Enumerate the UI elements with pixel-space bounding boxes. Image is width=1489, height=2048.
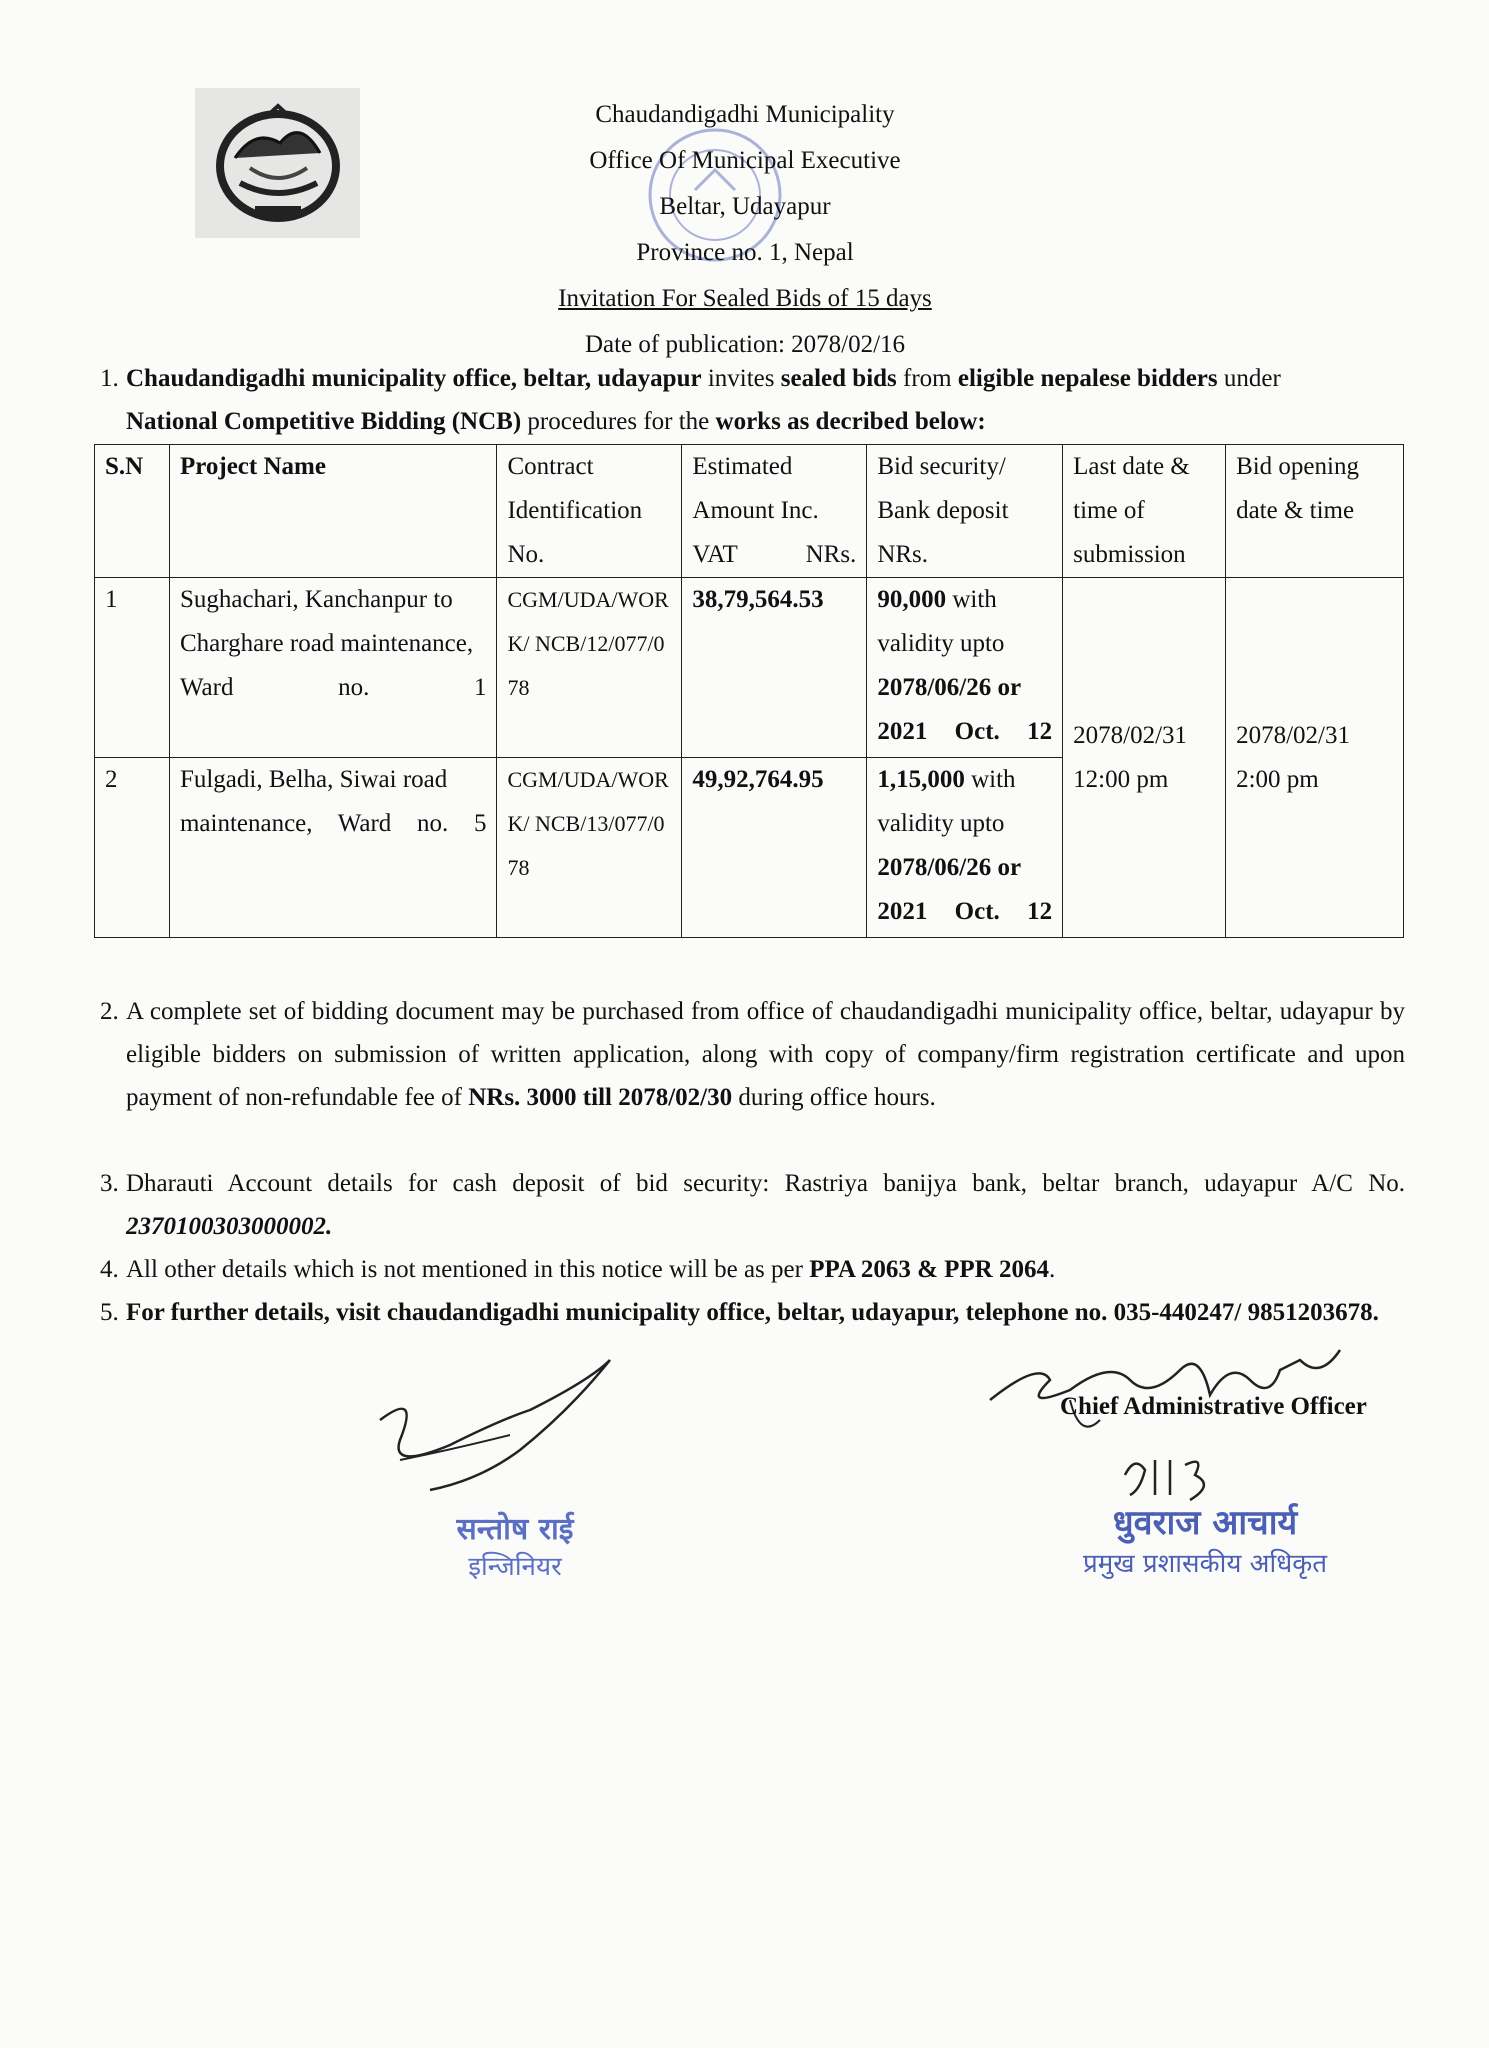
item-3: 3. Dharauti Account details for cash deposit of bid security: Rastriya banijya bank, beltar branch, udayapur A/C No. 2370100303000002. bbox=[100, 1170, 1405, 1240]
cell-bid-security: 90,000 with validity upto 2078/06/26 or 2021 Oct. 12 bbox=[867, 578, 1063, 758]
cell-opening-date: 2078/02/31 2:00 pm bbox=[1226, 578, 1404, 938]
municipality-emblem bbox=[195, 88, 360, 238]
table-row bbox=[95, 578, 1404, 758]
cao-title: Chief Administrative Officer bbox=[1060, 1393, 1367, 1420]
item-2: 2. A complete set of bidding document may be purchased from office of chaudandigadhi municipality office, beltar, udayapur by eligible bidders on submission of written application, along with copy of company/firm registration certificate and upon payment of non-refundable fee of NRs. 3000 till 2078/02/30 during office hours. bbox=[100, 998, 1405, 1111]
header-last-date: Last date & time of submission bbox=[1063, 445, 1226, 578]
cell-project-name: Fulgadi, Belha, Siwai road maintenance, Ward no. 5 bbox=[169, 758, 497, 938]
cell-bid-security: 1,15,000 with validity upto 2078/06/26 or 2021 Oct. 12 bbox=[867, 758, 1063, 938]
province: Province no. 1, Nepal bbox=[636, 239, 854, 266]
engineer-name-stamp: सन्तोष राई इन्जिनियर bbox=[456, 1512, 574, 1582]
emblem-icon bbox=[195, 88, 360, 238]
item-4: 4. All other details which is not mentioned in this notice will be as per PPA 2063 & PPR 2064. bbox=[100, 1256, 1056, 1283]
municipality-name: Chaudandigadhi Municipality bbox=[595, 101, 895, 128]
table-header-row bbox=[95, 445, 1404, 578]
header-opening-date: Bid opening date & time bbox=[1226, 445, 1404, 578]
item-5: 5. For further details, visit chaudandigadhi municipality office, beltar, udayapur, telephone no. 035-440247/ 9851203678. bbox=[100, 1299, 1379, 1326]
cell-estimated-amount: 49,92,764.95 bbox=[682, 758, 867, 938]
header-project-name: Project Name bbox=[169, 445, 497, 578]
bids-table bbox=[94, 444, 1404, 938]
header-contract-id: Contract Identification No. bbox=[497, 445, 682, 578]
header-sn: S.N bbox=[95, 445, 170, 578]
header-estimated-amount: Estimated Amount Inc. VAT NRs. bbox=[682, 445, 867, 578]
cell-project-name: Sughachari, Kanchanpur to Charghare road maintenance, Ward no. 1 bbox=[169, 578, 497, 758]
cell-estimated-amount: 38,79,564.53 bbox=[682, 578, 867, 758]
header-bid-security: Bid security/ Bank deposit NRs. bbox=[867, 445, 1063, 578]
office-address: Beltar, Udayapur bbox=[659, 193, 831, 220]
item-1: 1. Chaudandigadhi municipality office, beltar, udayapur invites sealed bids from eligible nepalese bidders under National Competitive Bidding (NCB) procedures for the works as decribed below: bbox=[100, 365, 1281, 435]
cell-sn: 2 bbox=[95, 758, 170, 938]
account-number: 2370100303000002. bbox=[126, 1213, 333, 1240]
cell-contract-id: CGM/UDA/WORK/ NCB/12/077/078 bbox=[497, 578, 682, 758]
engineer-signature bbox=[360, 1350, 660, 1510]
publication-date: Date of publication: 2078/02/16 bbox=[584, 331, 906, 358]
cao-name-stamp: धुवराज आचार्य प्रमुख प्रशासकीय अधिकृत bbox=[1082, 1503, 1328, 1579]
cell-sn: 1 bbox=[95, 578, 170, 758]
cell-last-date: 2078/02/31 12:00 pm bbox=[1063, 578, 1226, 938]
office-name: Office Of Municipal Executive bbox=[589, 147, 901, 174]
cell-contract-id: CGM/UDA/WORK/ NCB/13/077/078 bbox=[497, 758, 682, 938]
notice-title: Invitation For Sealed Bids of 15 days bbox=[558, 285, 932, 312]
letterhead bbox=[480, 92, 1010, 368]
handwritten-date bbox=[1120, 1445, 1230, 1505]
